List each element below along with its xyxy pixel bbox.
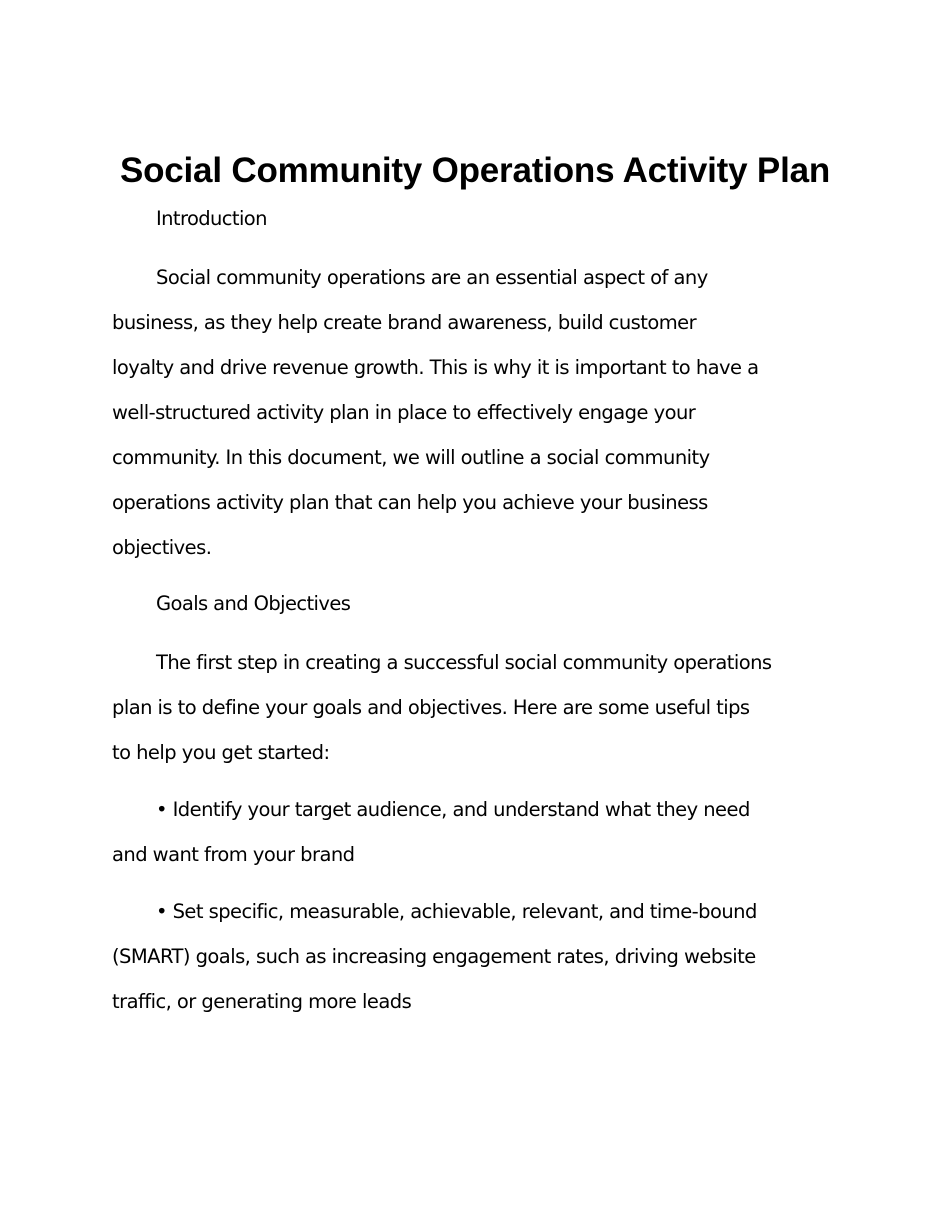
paragraph-line: The first step in creating a successful social community operations [156, 651, 772, 674]
paragraph-line: well-structured activity plan in place to effectively engage your [112, 401, 696, 424]
paragraph-line: operations activity plan that can help you achieve your business [112, 491, 708, 514]
section-heading-introduction: Introduction [156, 207, 267, 230]
goals-intro-paragraph [112, 640, 852, 775]
bullet-item-smart-goals [112, 889, 852, 1024]
paragraph-line: • Set specific, measurable, achievable, relevant, and time-bound [156, 900, 757, 923]
paragraph-line: plan is to define your goals and objectives. Here are some useful tips [112, 696, 750, 719]
paragraph-line: Social community operations are an essential aspect of any [156, 266, 708, 289]
paragraph-line: traffic, or generating more leads [112, 990, 412, 1013]
paragraph-line: loyalty and drive revenue growth. This is why it is important to have a [112, 356, 759, 379]
paragraph-line: and want from your brand [112, 843, 355, 866]
paragraph-line: • Identify your target audience, and understand what they need [156, 798, 750, 821]
introduction-paragraph [112, 255, 852, 570]
section-heading-goals-and-objectives: Goals and Objectives [156, 592, 351, 615]
paragraph-line: objectives. [112, 536, 212, 559]
bullet-item-target-audience [112, 787, 852, 877]
paragraph-line: (SMART) goals, such as increasing engagement rates, driving website [112, 945, 756, 968]
document-title: Social Community Operations Activity Plan [119, 151, 831, 190]
paragraph-line: community. In this document, we will outline a social community [112, 446, 710, 469]
paragraph-line: business, as they help create brand awareness, build customer [112, 311, 697, 334]
paragraph-line: to help you get started: [112, 741, 330, 764]
